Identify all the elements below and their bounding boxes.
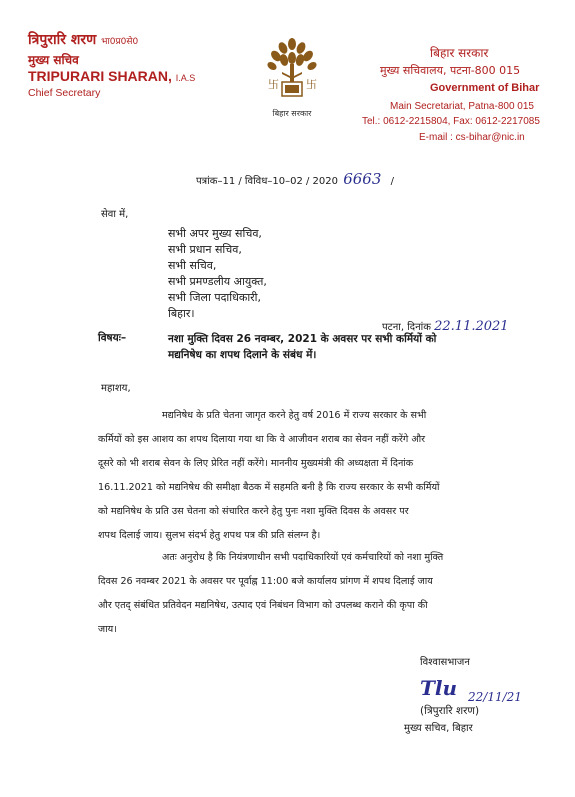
sender-name-english: TRIPURARI SHARAN, I.A.S — [28, 68, 196, 84]
recipient: सभी प्रधान सचिव, — [168, 243, 242, 256]
salutation-to: सेवा में, — [101, 209, 129, 220]
govt-name-hindi: बिहार सरकार — [430, 46, 489, 60]
sender-service-english: I.A.S — [175, 73, 196, 83]
svg-text:卐: 卐 — [306, 78, 317, 91]
signature-mark: Tlu — [420, 676, 458, 700]
signatory-name: (त्रिपुरारि शरण) — [420, 705, 480, 717]
greeting: महाशय, — [101, 383, 131, 394]
paragraph-2: अतः अनुरोध है कि नियंत्रणाधीन सभी पदाधिकारियों एवं कर्मचारियों को नशा मुक्ति दिवस 26 नवम्बर 2021 के अवसर पर पूर्वाह्न 11:00 बजे कार्यालय प्रांगण में शपथ दिलाई जाय और एतद् संबंधित प्रतिवेदन मद्यनिषेध, उत्पाद एवं निबंधन विभाग को उपलब्ध कराने की कृपा की जाय। — [98, 552, 444, 635]
svg-text:卐: 卐 — [268, 78, 279, 91]
address-english: Main Secretariat, Patna-800 015 — [390, 101, 534, 112]
sender-name-hindi: त्रिपुरारि शरण भा0प्र0से0 — [28, 32, 139, 48]
letter-date: पटना, दिनांक 22.11.2021 — [382, 319, 509, 334]
govt-name-english: Government of Bihar — [430, 82, 540, 94]
recipient: सभी प्रमण्डलीय आयुक्त, — [168, 275, 267, 288]
closing: विश्वासभाजन — [420, 657, 470, 668]
sender-service-hindi: भा0प्र0से0 — [101, 37, 139, 47]
recipient: सभी सचिव, — [168, 259, 217, 272]
sender-designation-hindi: मुख्य सचिव — [28, 53, 79, 67]
bodhi-tree-icon — [262, 36, 322, 106]
recipient: सभी अपर मुख्य सचिव, — [168, 227, 262, 240]
subject-label: विषयः– — [98, 332, 127, 344]
emblem-caption: बिहार सरकार — [272, 109, 312, 118]
bihar-emblem — [262, 36, 322, 120]
paragraph-1: मद्यनिषेध के प्रति चेतना जागृत करने हेतु वर्ष 2016 में राज्य सरकार के सभी कर्मियों को इस आशय का शपथ दिलाया गया था कि वे आजीवन शराब का सेवन नहीं करेंगे और दूसरे को भी शराब सेवन के लिए प्रेरित नहीं करेंगे। माननीय मुख्यमंत्री की अध्यक्षता में दिनांक 16.11.2021 को मद्यनिषेध की समीक्षा बैठक में सहमति बनी है कि राज्य सरकार के सभी कर्मियों को मद्यनिषेध के प्रति उस चेतना को संचारित करने हेतु पुनः नशा मुक्ति दिवस के अवसर पर शपथ दिलाई जाय। सुलभ संदर्भ हेतु शपथ पत्र की प्रति संलग्न है। — [98, 410, 440, 541]
tel-fax: Tel.: 0612-2215804, Fax: 0612-2217085 — [362, 116, 540, 127]
subject-text: नशा मुक्ति दिवस 26 नवम्बर, 2021 के अवसर पर सभी कर्मियों को मद्यनिषेध का शपथ दिलाने के संबंध में। — [168, 333, 437, 361]
email: E-mail : cs-bihar@nic.in — [419, 132, 525, 143]
letter-date-value: 22.11.2021 — [434, 319, 509, 334]
letter-number-value: 6663 — [343, 170, 382, 188]
recipient: बिहार। — [168, 307, 195, 320]
recipient: सभी जिला पदाधिकारी, — [168, 291, 262, 304]
signatory-designation: मुख्य सचिव, बिहार — [404, 723, 473, 734]
signature-date: 22/11/21 — [468, 690, 522, 704]
letter-number: पत्रांक–11 / विविध–10–02 / 2020 6663 / — [196, 170, 394, 188]
sender-designation-english: Chief Secretary — [28, 87, 101, 99]
address-hindi: मुख्य सचिवालय, पटना-800 015 — [380, 64, 521, 77]
recipients-list — [168, 226, 267, 322]
